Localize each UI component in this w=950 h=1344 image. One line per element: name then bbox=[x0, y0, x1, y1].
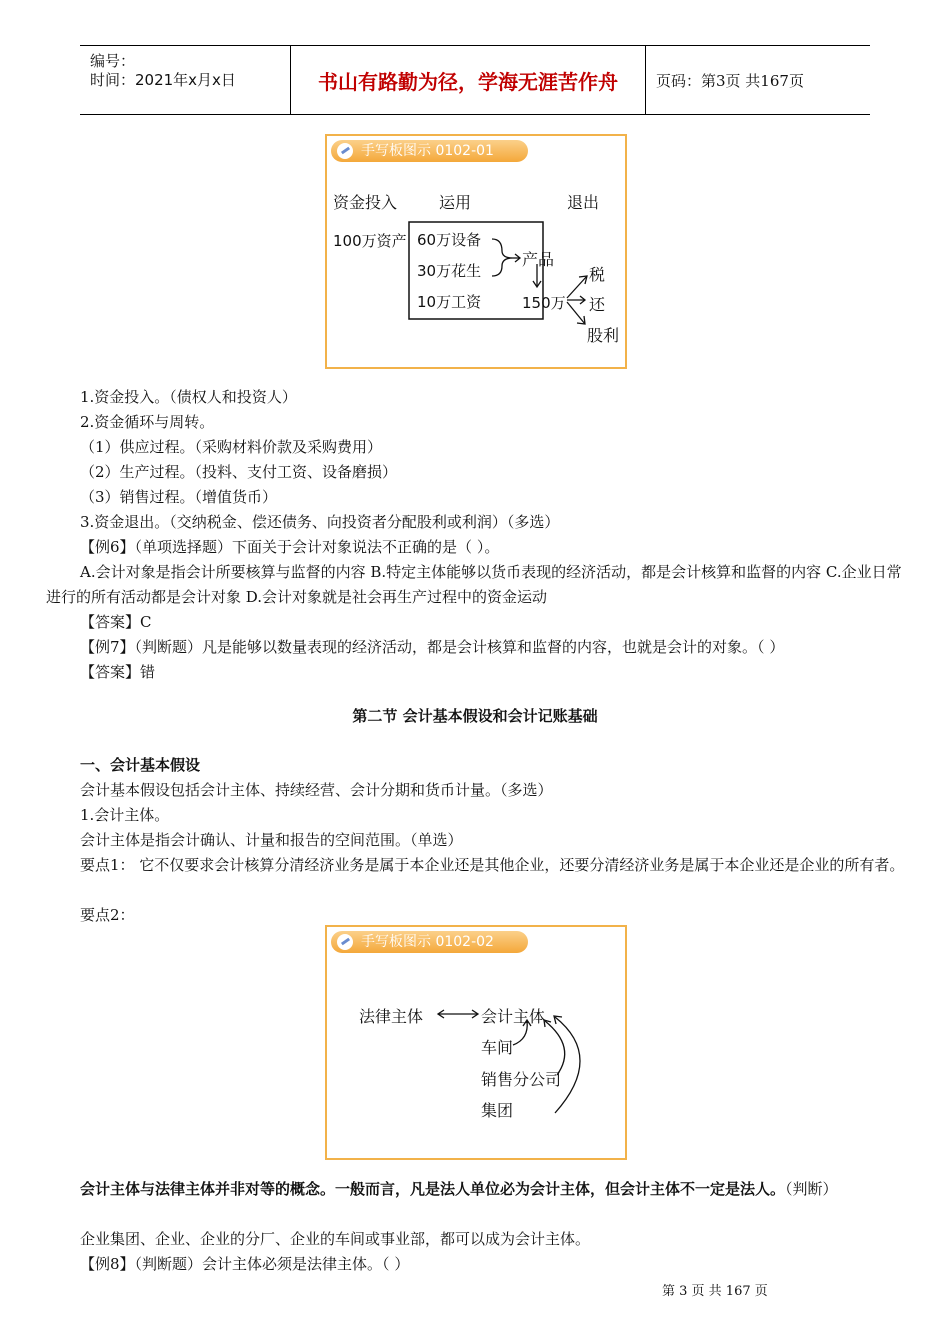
label-assets: 100万资产 bbox=[333, 232, 407, 250]
time-label: 时间：2021年x月x日 bbox=[90, 71, 236, 89]
handwriting-figure-1 bbox=[325, 134, 627, 369]
text-line: 2.资金循环与周转。 bbox=[80, 413, 215, 431]
serial-label: 编号： bbox=[90, 52, 136, 70]
figure-badge-label: 手写板图示 0102-01 bbox=[361, 143, 494, 159]
header-motto: 书山有路勤为径，学海无涯苦作舟 bbox=[291, 46, 646, 114]
text-line: （1）供应过程。（采购材料价款及采购费用） bbox=[80, 438, 383, 456]
text-line: 1.会计主体。 bbox=[80, 806, 170, 824]
answer-6: 【答案】C bbox=[80, 613, 152, 631]
example-6-options: A.会计对象是指会计所要核算与监督的内容 B.特定主体能够以货币表现的经济活动，都是会计核算和监督的内容 C.企业日常进行的所有活动都是会计对象 D.会计对象就是社会再生产过程中的资金运动 bbox=[46, 563, 902, 606]
example-8: 【例8】（判断题）会计主体必须是法律主体。（ ） bbox=[80, 1255, 410, 1273]
header-page-info: 页码：第3页 共167页 bbox=[656, 71, 804, 90]
label-group: 集团 bbox=[481, 1101, 514, 1120]
example-7: 【例7】（判断题）凡是能够以数量表现的经济活动，都是会计核算和监督的内容，也就是会计的对象。（ ） bbox=[80, 638, 785, 656]
label-sales-branch: 销售分公司 bbox=[481, 1070, 562, 1089]
flow-diagram-lines bbox=[327, 136, 625, 367]
label-tax: 税 bbox=[589, 265, 606, 284]
label-repay: 还 bbox=[589, 295, 606, 314]
page-header bbox=[80, 45, 870, 115]
paragraph-entity-concept bbox=[46, 1177, 906, 1202]
section-title: 第二节 会计基本假设和会计记账基础 bbox=[352, 707, 598, 725]
label-amount: 150万 bbox=[522, 294, 566, 312]
subheading: 一、会计基本假设 bbox=[80, 756, 201, 774]
entity-concept-bold: 会计主体与法律主体并非对等的概念。一般而言，凡是法人单位必为会计主体，但会计主体不一定是法人。 bbox=[80, 1180, 786, 1198]
label-capital-exit: 退出 bbox=[567, 193, 600, 212]
text-line: （2）生产过程。（投料、支付工资、设备磨损） bbox=[80, 463, 398, 481]
label-product: 产品 bbox=[522, 250, 555, 269]
label-workshop: 车间 bbox=[481, 1038, 514, 1057]
label-peanuts: 30万花生 bbox=[417, 262, 482, 280]
label-capital-use: 运用 bbox=[439, 193, 472, 212]
label-equipment: 60万设备 bbox=[417, 231, 482, 249]
label-dividend: 股利 bbox=[587, 326, 620, 345]
answer-7: 【答案】错 bbox=[80, 663, 156, 681]
label-accounting-entity: 会计主体 bbox=[481, 1007, 546, 1026]
text-line: （3）销售过程。（增值货币） bbox=[80, 488, 278, 506]
entity-diagram-lines bbox=[327, 927, 625, 1158]
key-point-1: 要点1： 它不仅要求会计核算分清经济业务是属于本企业还是其他企业，还要分清经济业务是属于本企业还是企业的所有者。 bbox=[80, 856, 905, 874]
page-footer: 第 3 页 共 167 页 bbox=[662, 1284, 768, 1299]
text-line: 3.资金退出。（交纳税金、偿还债务、向投资者分配股利或利润）（多选） bbox=[80, 513, 560, 531]
text-line: 会计基本假设包括会计主体、持续经营、会计分期和货币计量。（多选） bbox=[80, 781, 553, 799]
key-point-2: 要点2： bbox=[80, 906, 135, 924]
example-6: 【例6】（单项选择题）下面关于会计对象说法不正确的是（ ）。 bbox=[80, 538, 500, 556]
label-capital-invest: 资金投入 bbox=[333, 193, 398, 212]
entity-concept-tail: （判断） bbox=[785, 1180, 838, 1198]
text-line: 企业集团、企业、企业的分厂、企业的车间或事业部，都可以成为会计主体。 bbox=[80, 1230, 591, 1248]
figure-badge-label: 手写板图示 0102-02 bbox=[361, 934, 494, 950]
handwriting-figure-2 bbox=[325, 925, 627, 1160]
label-legal-entity: 法律主体 bbox=[359, 1007, 424, 1026]
label-wages: 10万工资 bbox=[417, 293, 482, 311]
text-line: 会计主体是指会计确认、计量和报告的空间范围。（单选） bbox=[80, 831, 463, 849]
text-line: 1.资金投入。（债权人和投资人） bbox=[80, 388, 297, 406]
header-meta bbox=[80, 46, 291, 114]
